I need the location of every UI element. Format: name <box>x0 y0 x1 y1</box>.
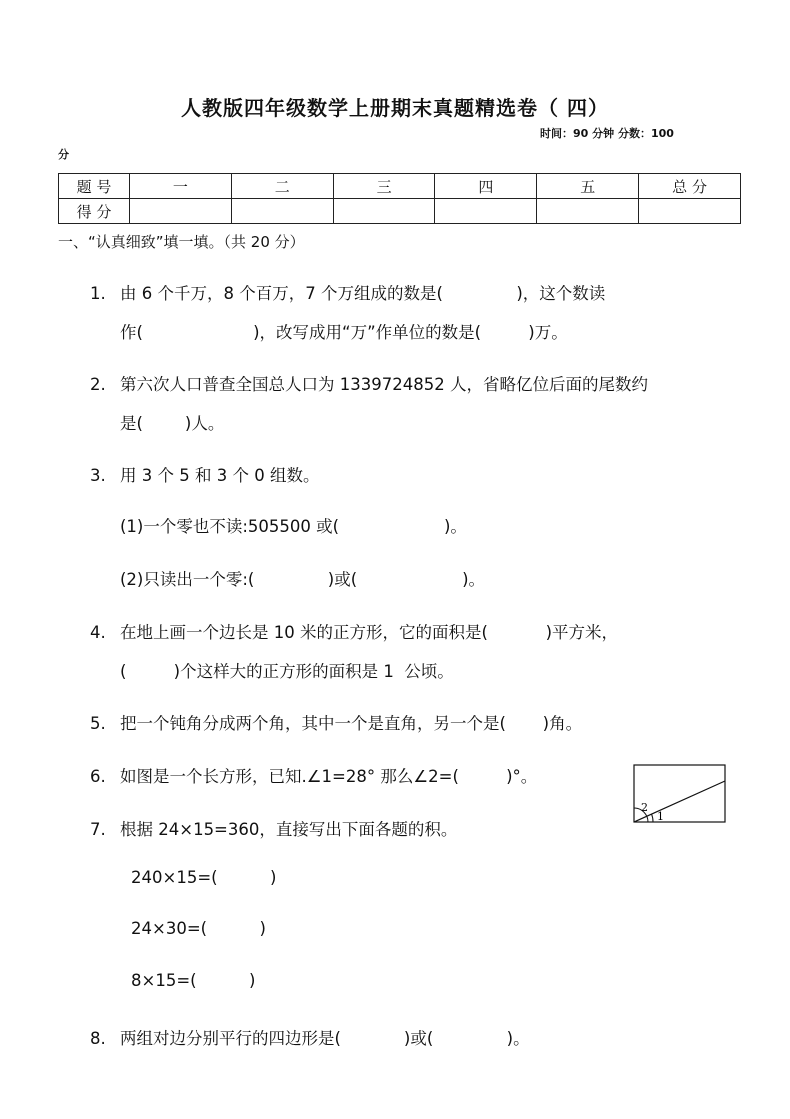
score-cell: 二 <box>231 174 333 199</box>
score-table-header-row <box>59 174 741 199</box>
question-text: 两组对边分别平行的四边形是( )或( )。 <box>120 1029 530 1048</box>
question-2-continued: 是( )人。 <box>120 414 225 433</box>
question-7-item-c: 8×15=( ) <box>131 971 256 990</box>
score-cell: 四 <box>435 174 537 199</box>
score-cell: 三 <box>333 174 435 199</box>
question-5 <box>90 710 582 734</box>
page-title: 人教版四年级数学上册期末真题精选卷（ 四） <box>181 96 609 120</box>
score-input-cell[interactable] <box>130 199 232 224</box>
score-input-cell[interactable] <box>537 199 639 224</box>
question-number: 4. <box>90 623 106 642</box>
question-7-item-b: 24×30=( ) <box>131 919 266 938</box>
score-input-cell[interactable] <box>435 199 537 224</box>
question-text: 根据 24×15=360，直接写出下面各题的积。 <box>120 820 458 839</box>
question-number: 8. <box>90 1029 106 1048</box>
question-number: 6. <box>90 767 106 786</box>
score-table-score-row <box>59 199 741 224</box>
exam-meta-continued: 分 <box>58 148 69 161</box>
angle-1-arc <box>652 814 654 822</box>
score-cell: 一 <box>130 174 232 199</box>
score-input-cell[interactable] <box>333 199 435 224</box>
question-number: 1. <box>90 284 106 303</box>
question-number: 7. <box>90 820 106 839</box>
question-8 <box>90 1025 530 1049</box>
question-7-item-a: 240×15=( ) <box>131 868 277 887</box>
question-text: 第六次人口普查全国总人口为 1339724852 人，省略亿位后面的尾数约 <box>120 375 648 394</box>
question-1-continued: 作( )，改写成用“万”作单位的数是( )万。 <box>120 323 568 342</box>
question-3 <box>90 462 319 486</box>
angle-2-label: 2 <box>641 801 648 814</box>
question-3-sub-1: (1)一个零也不读:505500 或( )。 <box>120 517 467 536</box>
question-text: 把一个钝角分成两个角，其中一个是直角，另一个是( )角。 <box>120 714 583 733</box>
question-text: 在地上画一个边长是 10 米的正方形，它的面积是( )平方米， <box>120 623 619 642</box>
question-7 <box>90 816 457 840</box>
question-3-sub-2: (2)只读出一个零:( )或( )。 <box>120 570 486 589</box>
score-table <box>58 173 741 224</box>
rectangle-angle-figure <box>633 764 729 826</box>
angle-1-label: 1 <box>657 810 664 823</box>
question-text: 如图是一个长方形，已知.∠1=28° 那么∠2=( )°。 <box>120 767 538 786</box>
question-number: 2. <box>90 375 106 394</box>
question-text: 用 3 个 5 和 3 个 0 组数。 <box>120 466 320 485</box>
score-input-cell[interactable] <box>639 199 741 224</box>
question-1 <box>90 280 605 304</box>
question-6 <box>90 763 537 787</box>
exam-meta: 时间：90 分钟 分数：100 <box>540 127 674 140</box>
question-number: 5. <box>90 714 106 733</box>
score-cell: 得 分 <box>59 199 130 224</box>
score-cell: 五 <box>537 174 639 199</box>
section-heading: 一、“认真细致”填一填。（共 20 分） <box>58 233 305 251</box>
score-input-cell[interactable] <box>231 199 333 224</box>
question-4 <box>90 619 618 643</box>
question-number: 3. <box>90 466 106 485</box>
question-4-continued: ( )个这样大的正方形的面积是 1 公顷。 <box>120 662 454 681</box>
score-cell: 总 分 <box>639 174 741 199</box>
score-cell: 题 号 <box>59 174 130 199</box>
question-2 <box>90 371 648 395</box>
question-text: 由 6 个千万，8 个百万，7 个万组成的数是( )，这个数读 <box>120 284 606 303</box>
